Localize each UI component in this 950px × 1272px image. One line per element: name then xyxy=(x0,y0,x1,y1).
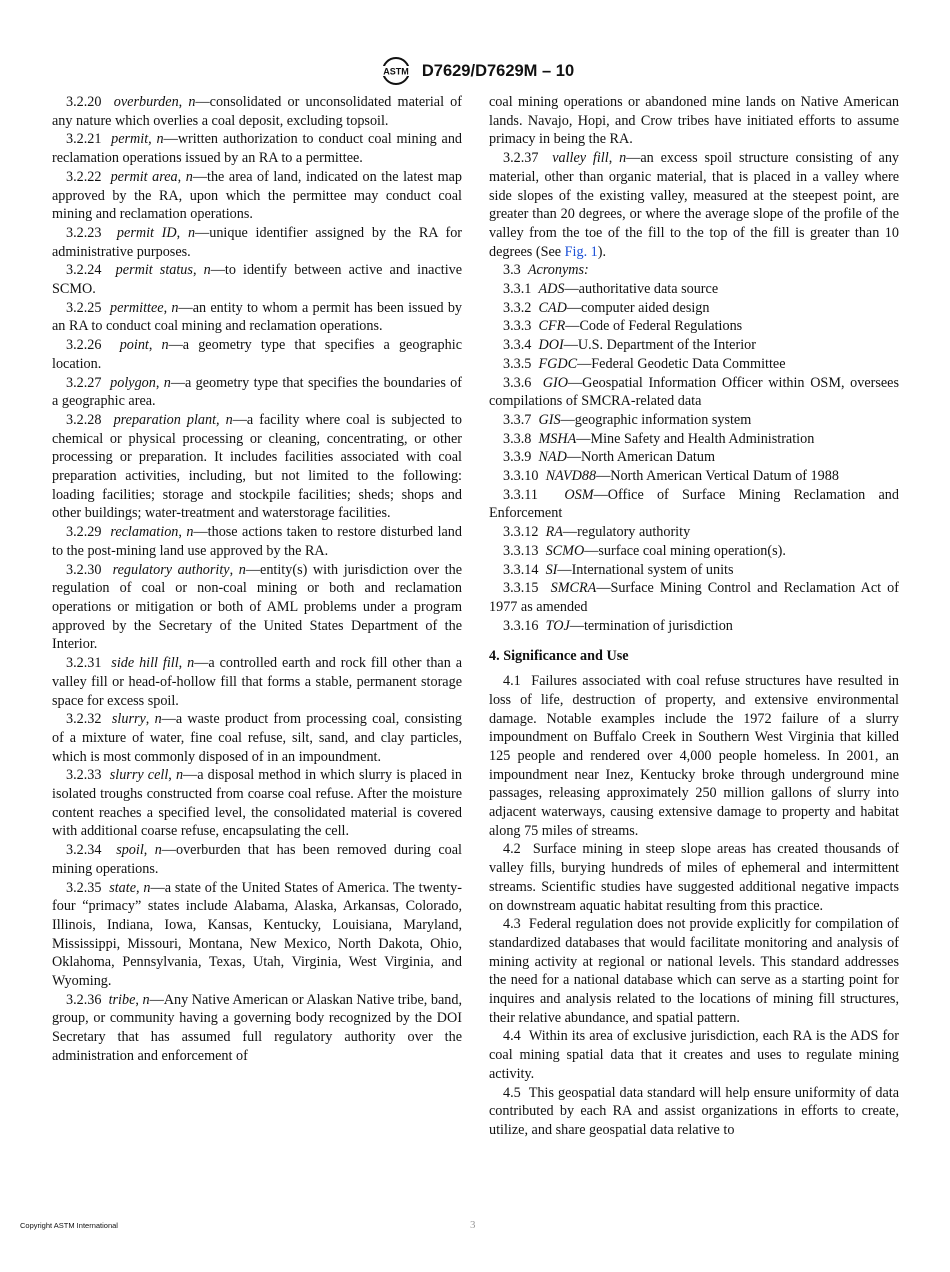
definition-3-2-30: 3.2.30 regulatory authority, n—entity(s) with jurisdiction over the regulation of coal or non-coal mining or both and reclamation operations or mitigation or both of AML problems under a program approved by the Secretary of the United States Department of the Interior. xyxy=(52,561,463,653)
part-of-speech: n xyxy=(156,131,164,148)
acronym-3-3-1: 3.3.1 ADS—authoritative data source xyxy=(503,281,719,298)
part-of-speech: n xyxy=(188,94,196,110)
part-of-speech: n xyxy=(186,524,194,541)
part-of-speech: n xyxy=(161,337,169,354)
term: state xyxy=(109,879,136,896)
acronym-3-3-13: 3.3.13 SCMO—surface coal mining operation(s). xyxy=(503,542,786,559)
acronym-3-3-2: 3.3.2 CAD—computer aided design xyxy=(503,299,710,316)
definition-3-2-25: 3.2.25 permittee, n—an entity to whom a permit has been issued by an RA to conduct coal mining and reclamation operations. xyxy=(52,299,463,335)
acronym-abbr: SMCRA xyxy=(550,580,597,597)
acronym-abbr: OSM xyxy=(564,486,594,503)
definition-3-2-20: 3.2.20 overburden, n—consolidated or unconsolidated material of any nature which overlies a coal deposit, excluding topsoil. xyxy=(52,94,462,129)
definition-3-2-35: 3.2.35 state, n—a state of the United States of America. The twenty-four “primacy” states include Alabama, Alaska, Arkansas, Colorado, Illinois, Indiana, Iowa, Kansas, Kentucky, Louisiana, Maryland, Mississippi, Missouri, Montana, New Mexico, North Dakota, Ohio, Oklahoma, Pennsylvania, Texas, Utah, Virginia, West Virginia, and Wyoming. xyxy=(52,879,463,990)
definition-3-2-34: 3.2.34 spoil, n—overburden that has been removed during coal mining operations. xyxy=(52,842,462,877)
paragraph-4-4: 4.4 Within its area of exclusive jurisdiction, each RA is the ADS for coal mining spatial data that it creates and uses to regulate mining activity. xyxy=(489,1028,899,1082)
definition-3-2-28: 3.2.28 preparation plant, n—a facility where coal is subjected to chemical or physical processing or cleaning, concentrating, or other processing or preparation. It includes facilities associated with coal preparation activities, including, but not limited to the following: loading facilities; storage and stockpile facilities; sheds; shops and other buildings; water-treatment and waterstorage facilities. xyxy=(52,411,462,522)
document-id: D7629/D7629M – 10 xyxy=(421,61,575,80)
definition-3-2-21: 3.2.21 permit, n—written authorization to conduct coal mining and reclamation operations issued by an RA to a permittee. xyxy=(52,131,463,167)
acronym-abbr: MSHA xyxy=(538,430,577,447)
term: preparation plant xyxy=(113,411,217,428)
definition-3-2-27: 3.2.27 polygon, n—a geometry type that specifies the boundaries of a geographic area. xyxy=(52,374,462,410)
paragraph-4-5: 4.5 This geospatial data standard will help ensure uniformity of data contributed by each RA and assist organizations in efforts to create, utilize, and share geospatial data relative to xyxy=(489,1084,899,1138)
acronym-abbr: TOJ xyxy=(545,617,570,634)
term: permit ID xyxy=(116,224,177,241)
acronym-3-3-10: 3.3.10 NAVD88—North American Vertical Datum of 1988 xyxy=(503,468,839,485)
definition-continuation: coal mining operations or abandoned mine lands on Native American lands. Navajo, Hopi, and Crow tribes have initiated efforts to assume primacy in being the RA. xyxy=(489,94,899,148)
right-column xyxy=(489,93,899,1140)
copyright-notice: Copyright ASTM International xyxy=(20,1221,118,1230)
acronym-3-3-8: 3.3.8 MSHA—Mine Safety and Health Administration xyxy=(503,430,815,447)
term: overburden xyxy=(113,94,179,110)
acronym-3-3-9: 3.3.9 NAD—North American Datum xyxy=(503,449,715,466)
term: valley fill xyxy=(552,150,609,167)
acronym-abbr: FGDC xyxy=(538,355,578,372)
part-of-speech: n xyxy=(187,655,195,672)
section-heading: 4. Significance and Use xyxy=(489,648,629,665)
page-number: 3 xyxy=(470,1219,476,1231)
acronym-abbr: NAD xyxy=(538,449,567,466)
term: permit area xyxy=(110,168,178,185)
term: polygon xyxy=(110,374,156,391)
definition-3-2-37: 3.2.37 valley fill, n—an excess spoil structure consisting of any material, other than organic material, that is placed in a valley where side slopes of the existing valley, measured at the steepest point, are greater than 20 degrees, or where the average slope of the profile of the valley from the toe of the fill to the top of the fill is greater than 10 degrees (See Fig. 1). xyxy=(489,150,900,260)
part-of-speech: n xyxy=(163,374,171,391)
definition-3-2-31: 3.2.31 side hill fill, n—a controlled earth and rock fill other than a valley fill or head-of-hollow fill that forms a stable, permanent storage space for excess spoil. xyxy=(52,655,463,709)
heading-label: Acronyms: xyxy=(527,262,589,279)
part-of-speech: n xyxy=(171,299,179,316)
acronym-3-3-12: 3.3.12 RA—regulatory authority xyxy=(503,524,691,541)
acronym-abbr: SCMO xyxy=(545,542,585,559)
figure-link[interactable]: Fig. 1 xyxy=(564,243,598,260)
astm-logo-icon xyxy=(376,56,416,86)
term: side hill fill xyxy=(111,655,179,672)
definition-3-2-24: 3.2.24 permit status, n—to identify between active and inactive SCMO. xyxy=(52,262,463,298)
part-of-speech: n xyxy=(203,262,211,279)
term: permit xyxy=(111,131,149,148)
acronym-abbr: SI xyxy=(545,561,558,578)
acronym-3-3-15: 3.3.15 SMCRA—Surface Mining Control and Reclamation Act of 1977 as amended xyxy=(489,580,899,615)
acronym-abbr: GIO xyxy=(542,374,568,391)
term: permit status xyxy=(115,262,193,279)
term: permittee xyxy=(110,299,164,316)
acronym-abbr: NAVD88 xyxy=(545,468,597,485)
part-of-speech: n xyxy=(185,168,193,185)
acronym-abbr: DOI xyxy=(538,337,564,354)
acronym-3-3-11: 3.3.11 OSM—Office of Surface Mining Reclamation and Enforcement xyxy=(489,486,899,522)
term: tribe xyxy=(108,991,136,1008)
part-of-speech: n xyxy=(154,842,162,859)
svg-text:ASTM: ASTM xyxy=(383,66,409,77)
acronym-abbr: ADS xyxy=(538,281,565,298)
part-of-speech: n xyxy=(619,150,627,167)
paragraph-4-2: 4.2 Surface mining in steep slope areas has created thousands of valley fills, burying hundreds of miles of ephemeral and intermittent streams. Scientific studies have suggested additional negative impacts on downstream aquatic habitat resulting from this practice. xyxy=(489,841,899,914)
part-of-speech: n xyxy=(225,411,233,428)
part-of-speech: n xyxy=(238,561,246,578)
part-of-speech: n xyxy=(142,991,150,1008)
definition-3-2-33: 3.2.33 slurry cell, n—a disposal method in which slurry is placed in isolated troughs constructed from coarse coal refuse. After the moisture content reaches a specified level, the consolidated material is covered with additional coarse refuse, encapsulating the cell. xyxy=(52,767,463,840)
definition-3-2-22: 3.2.22 permit area, n—the area of land, indicated on the latest map approved by the RA, upon which the permittee may conduct coal mining and reclamation operations. xyxy=(52,168,463,223)
acronym-3-3-14: 3.3.14 SI—International system of units xyxy=(503,561,734,578)
page-header xyxy=(0,56,950,86)
part-of-speech: n xyxy=(187,224,196,241)
acronym-3-3-7: 3.3.7 GIS—geographic information system xyxy=(503,411,752,428)
left-column xyxy=(52,93,462,1066)
acronym-abbr: GIS xyxy=(538,411,561,428)
term: point xyxy=(119,337,149,354)
acronym-abbr: CAD xyxy=(538,299,567,316)
definition-3-2-36: 3.2.36 tribe, n—Any Native American or Alaskan Native tribe, band, group, or community having a governing body recognized by the DOI Secretary that has assumed full regulatory authority over the administration and enforcement of xyxy=(52,991,463,1064)
definition-3-2-23: 3.2.23 permit ID, n—unique identifier assigned by the RA for administrative purposes. xyxy=(52,224,463,260)
paragraph-4-3: 4.3 Federal regulation does not provide explicitly for compilation of standardized databases that would facilitate monitoring and analysis of mining activity at regional or national levels. This standard addresses the need for a national database which can serve as a starting point for inquires and analysis related to the locations of mining fill structures, their relative abundance, and spatial pattern. xyxy=(489,916,899,1026)
term: reclamation xyxy=(110,524,179,541)
definition-3-2-26: 3.2.26 point, n—a geometry type that specifies a geographic location. xyxy=(52,337,462,372)
acronyms-heading: 3.3 Acronyms: xyxy=(503,262,589,279)
acronym-3-3-3: 3.3.3 CFR—Code of Federal Regulations xyxy=(503,318,743,335)
acronym-abbr: RA xyxy=(545,524,563,541)
acronym-3-3-4: 3.3.4 DOI—U.S. Department of the Interior xyxy=(503,337,756,354)
acronym-abbr: CFR xyxy=(538,318,566,335)
acronym-3-3-6: 3.3.6 GIO—Geospatial Information Officer within OSM, oversees compilations of SMCRA-related data xyxy=(489,374,899,410)
term: spoil xyxy=(116,842,144,859)
acronym-3-3-16: 3.3.16 TOJ—termination of jurisdiction xyxy=(503,617,733,634)
paragraph-4-1: 4.1 Failures associated with coal refuse structures have resulted in loss of life, destruction of property, and extensive environmental damage. Notable examples include the 1972 failure of a slurry impoundment on Buffalo Creek in Southern West Virginia that killed 125 people and rendered over 4,000 people homeless. In 2001, an impoundment near Inez, Kentucky broke through underground mine passages, releasing approximately 250 million gallons of slurry into adjacent waterways, causing extensive damage to property and habitat along 75 miles of streams. xyxy=(489,673,899,839)
part-of-speech: n xyxy=(143,879,151,896)
part-of-speech: n xyxy=(175,767,184,784)
term: slurry xyxy=(111,711,146,728)
definition-3-2-32: 3.2.32 slurry, n—a waste product from processing coal, consisting of a mixture of water, fine coal refuse, silt, sand, and clay particles, which is most commonly disposed of in an impoundment. xyxy=(52,711,463,765)
part-of-speech: n xyxy=(154,711,162,728)
term: regulatory authority xyxy=(112,561,230,578)
acronym-3-3-5: 3.3.5 FGDC—Federal Geodetic Data Committee xyxy=(503,355,786,372)
term: slurry cell xyxy=(109,767,169,784)
definition-3-2-29: 3.2.29 reclamation, n—those actions taken to restore disturbed land to the post-mining land use approved by the RA. xyxy=(52,524,462,559)
